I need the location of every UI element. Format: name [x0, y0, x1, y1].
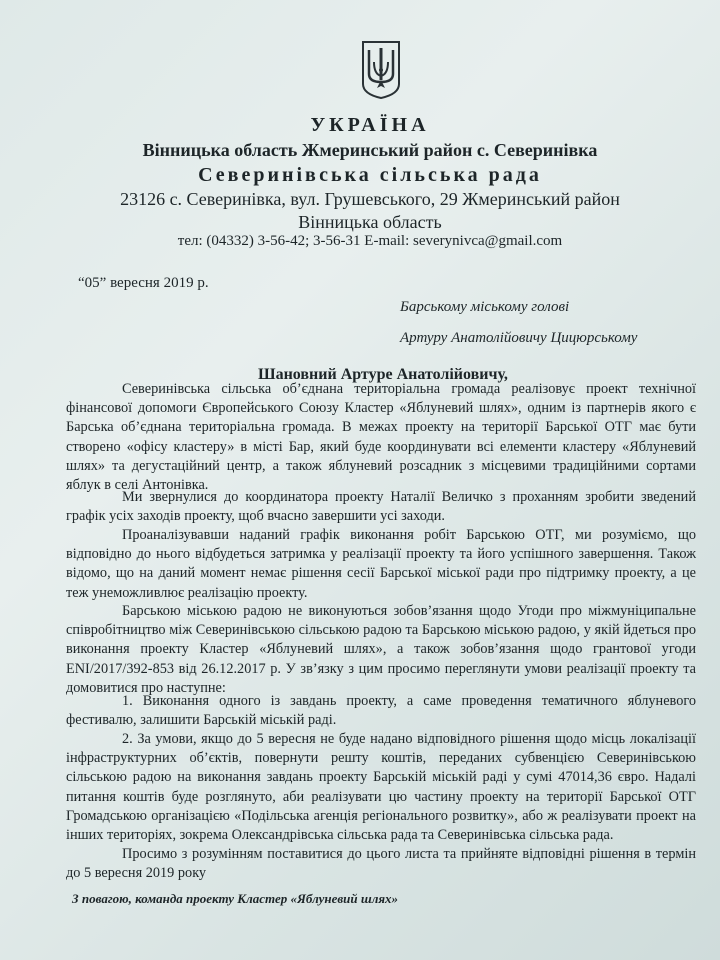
- region-heading: Вінницька область Жмеринський район с. Северинівка: [142, 140, 598, 160]
- address-line-1: 23126 с. Северинівка, вул. Грушевського, 29 Жмеринський район: [120, 189, 620, 209]
- numbered-item: 1. Виконання одного із завдань проекту, а саме проведення тематичного яблуневого фестивалю, залишити Барській міській раді.: [66, 693, 696, 729]
- recipient-title: Барському міському голові: [400, 299, 570, 315]
- body-paragraph: Барською міською радою не виконуються зобов’язання щодо Угоди про міжмуніципальне співробітництво між Северинівською сільською радою та Барською міською радою, у якій йдеться про виконання проекту Кластер «Яблуневий шлях», а також зобов’язання щодо грантової угоди ENI/2017/392-853 від 26.12.2017 р. У зв’язку з цим просимо переглянути умови реалізації проекту та домовитися про наступне:: [66, 603, 696, 696]
- recipient-name: Артуру Анатолійовичу Цицюрському: [400, 330, 638, 346]
- letter-date: “05” вересня 2019 р.: [78, 275, 209, 291]
- contacts-line: тел: (04332) 3-56-42; 3-56-31 E-mail: severynivca@gmail.com: [177, 233, 563, 249]
- numbered-item: 2. За умови, якщо до 5 вересня не буде надано відповідного рішення щодо місць локалізації інфраструктурних об’єктів, повернути решту коштів, переданих субвенцією Северинівською сільською радою на виконання завдань проекту Барській міській раді у сумі 47014,36 євро. Надалі питання коштів буде розглянуто, аби реалізувати цю частину проекту на території Барської ОТГ Громадською організацією «Подільська агенція регіонального розвитку», або ж реалізувати проект на інших територіях, зокрема Олександрівська сільська рада та Северинівська сільська рада.: [66, 731, 696, 844]
- body-paragraph: Северинівська сільська об’єднана територіальна громада реалізовує проект технічної фінансової допомоги Європейського Союзу Кластер «Яблуневий шлях», одним із партнерів якого є Барська об’єднана територіальна громада. В межах проекту на території Барської ОТГ має бути створено «офісу кластеру» в місті Бар, який буде координувати всі елементи кластеру «Яблуневий шлях» та дегустаційний центр, а також яблуневий розсадник з місцевими традиційними сортами яблук в селі Антонівка.: [66, 381, 696, 494]
- council-heading: Северинівська сільська рада: [198, 164, 542, 186]
- body-paragraph: Просимо з розумінням поставитися до цього листа та прийняте відповідні рішення в термін до 5 вересня 2019 року: [66, 846, 696, 882]
- country-heading: УКРАЇНА: [310, 114, 430, 136]
- closing-signature: З повагою, команда проекту Кластер «Яблуневий шлях»: [72, 891, 399, 906]
- body-paragraph: Проаналізувавши наданий графік виконання робіт Барською ОТГ, ми розуміємо, що відповідно до нього відбудеться затримка у реалізації проекту та його успішного завершення. Також відомо, що на даний момент немає рішення сесії Барської міської ради про підтримку проекту, а це теж унеможливлює реалізацію проекту.: [66, 527, 696, 601]
- address-line-2: Вінницька область: [298, 212, 442, 232]
- body-paragraph: Ми звернулися до координатора проекту Наталії Величко з проханням зробити зведений графік усіх заходів проекту, щоб вчасно завершити усі заходи.: [66, 489, 696, 525]
- trident-icon: [360, 40, 402, 100]
- salutation: Шановний Артуре Анатолійовичу,: [258, 366, 508, 383]
